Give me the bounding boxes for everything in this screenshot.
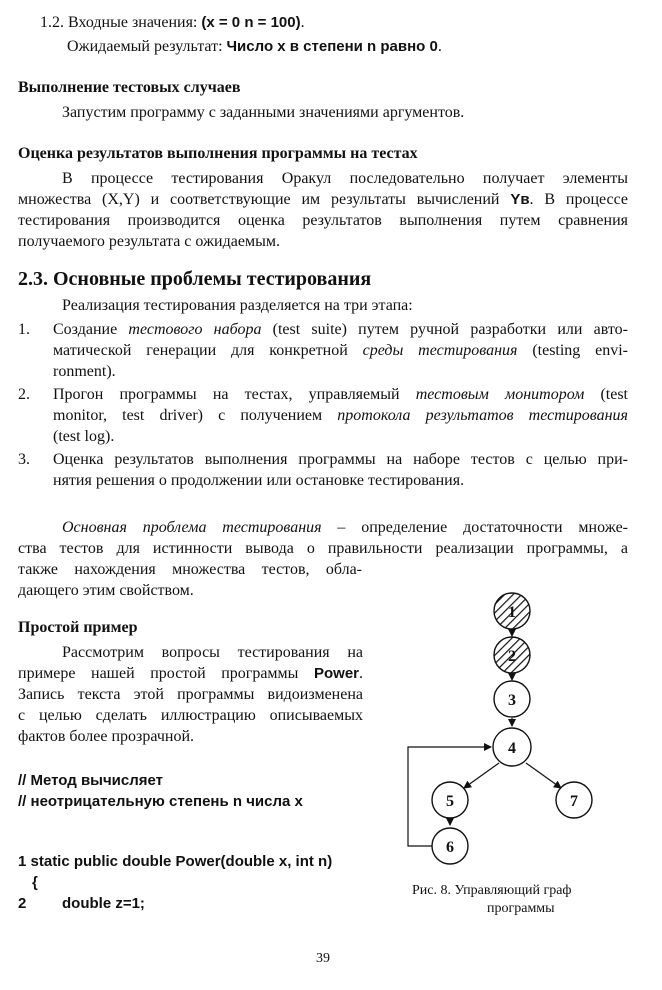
graph-node-4-label: 4 [508, 740, 516, 757]
evaluation-line-2 [18, 189, 628, 210]
list-item-1-line-3: ronment). [53, 363, 116, 380]
list-text: матической генерации для конкретной [53, 342, 363, 359]
evaluation-line-3: тестирования производится оценка результатов выполнения путем сравнения [18, 212, 628, 229]
expected-result-label: Ожидаемый результат: [67, 38, 227, 55]
example-heading: Простой пример [18, 619, 138, 636]
input-values-value: (x = 0 n = 100) [201, 14, 301, 31]
list-item-3-number: 3. [18, 451, 30, 468]
graph-node-3-label: 3 [508, 692, 516, 709]
list-item-2-line-3: (test log). [53, 428, 115, 445]
list-text: (test [584, 386, 628, 403]
code-line-2: double z=1; [62, 895, 145, 912]
edge-4-7 [526, 763, 561, 788]
list-item-2-line-1 [53, 384, 628, 405]
graph-node-1-label: 1 [508, 604, 516, 621]
section-title: 2.3. Основные проблемы тестирования [18, 268, 372, 290]
execution-heading: Выполнение тестовых случаев [18, 79, 241, 96]
list-item-1-number: 1. [18, 321, 30, 338]
graph-node-7-label: 7 [570, 793, 578, 810]
page-number: 39 [316, 951, 330, 966]
list-text: Создание [53, 321, 129, 338]
list-italic: среды тестирования [362, 342, 518, 359]
code-comment-1: // Метод вычисляет [18, 772, 164, 789]
main-problem-text: – определение достаточности множе- [321, 519, 628, 536]
code-brace: { [32, 874, 38, 891]
evaluation-line-1: В процессе тестирования Оракул последовательно получает элементы [62, 170, 628, 187]
code-line-2-number: 2 [18, 895, 27, 912]
evaluation-line-4: получаемого результата с ожидаемым. [18, 233, 280, 250]
code-comment-2: // неотрицательную степень n числа x [18, 793, 303, 810]
example-line-4: с целью сделать иллюстрацию описываемых [18, 707, 363, 724]
main-problem-line-4: дающего этим свойством. [18, 582, 194, 599]
list-item-2-line-2 [53, 405, 628, 426]
evaluation-line-2c: . В процессе [529, 191, 628, 208]
list-italic: протокола результатов тестирования [337, 407, 628, 424]
list-text: Прогон программы на тестах, управляемый [53, 386, 416, 403]
input-values-end: . [300, 14, 305, 31]
list-item-1-line-2 [53, 340, 628, 361]
expected-result-value: Число x в степени n равно 0 [226, 38, 438, 55]
list-text: (testing envi- [517, 342, 629, 359]
list-item-3-line-2: нятия решения о продолжении или остановке тестирования. [53, 472, 465, 489]
list-text: monitor, test driver) с получением [53, 407, 338, 424]
figure-caption-line-2: программы [487, 901, 555, 916]
code-line-1: 1 static public double Power(double x, int n) [18, 853, 333, 870]
example-line-2 [18, 663, 363, 684]
main-problem-line-2: ства тестов для истинности вывода о правильности реализации программы, а [18, 540, 628, 557]
main-problem-line-1 [62, 517, 628, 538]
list-italic: тестового набора [128, 321, 262, 338]
input-values-label: 1.2. Входные значения: [40, 14, 202, 31]
graph-node-2-label: 2 [508, 648, 516, 665]
list-italic: тестовым монитором [415, 386, 585, 403]
execution-text: Запустим программу с заданными значениями аргументов. [62, 104, 465, 121]
section-intro: Реализация тестирования разделяется на три этапа: [62, 297, 413, 314]
expected-result-end: . [437, 38, 442, 55]
edge-4-5 [464, 763, 499, 788]
evaluation-heading: Оценка результатов выполнения программы на тестах [18, 145, 418, 162]
example-text: примере нашей простой программы [18, 665, 314, 682]
list-text: (test suite) путем ручной разработки или авто- [261, 321, 629, 338]
control-flow-graph [398, 590, 614, 870]
input-values-line [40, 12, 305, 33]
list-item-2-number: 2. [18, 386, 30, 403]
evaluation-yv: Yв [510, 191, 530, 208]
example-line-3: Запись текста этой программы видоизменена [18, 686, 363, 703]
main-problem-line-3: также нахождения множества тестов, обла- [18, 561, 362, 578]
figure-caption-line-1: Рис. 8. Управляющий граф [412, 883, 572, 898]
expected-result-line [67, 36, 442, 57]
evaluation-line-2a: множества (X,Y) и соответствующие им результаты вычислений [18, 191, 511, 208]
graph-node-5-label: 5 [446, 793, 454, 810]
example-text: . [359, 665, 363, 682]
list-item-3-line-1: Оценка результатов выполнения программы на наборе тестов с целью при- [53, 451, 628, 468]
main-problem-italic: Основная проблема тестирования [62, 519, 322, 536]
example-power: Power [313, 665, 359, 682]
list-item-1-line-1 [53, 319, 628, 340]
example-line-1: Рассмотрим вопросы тестирования на [62, 644, 363, 661]
graph-node-6-label: 6 [446, 839, 454, 856]
example-line-5: фактов более прозрачной. [18, 728, 194, 745]
